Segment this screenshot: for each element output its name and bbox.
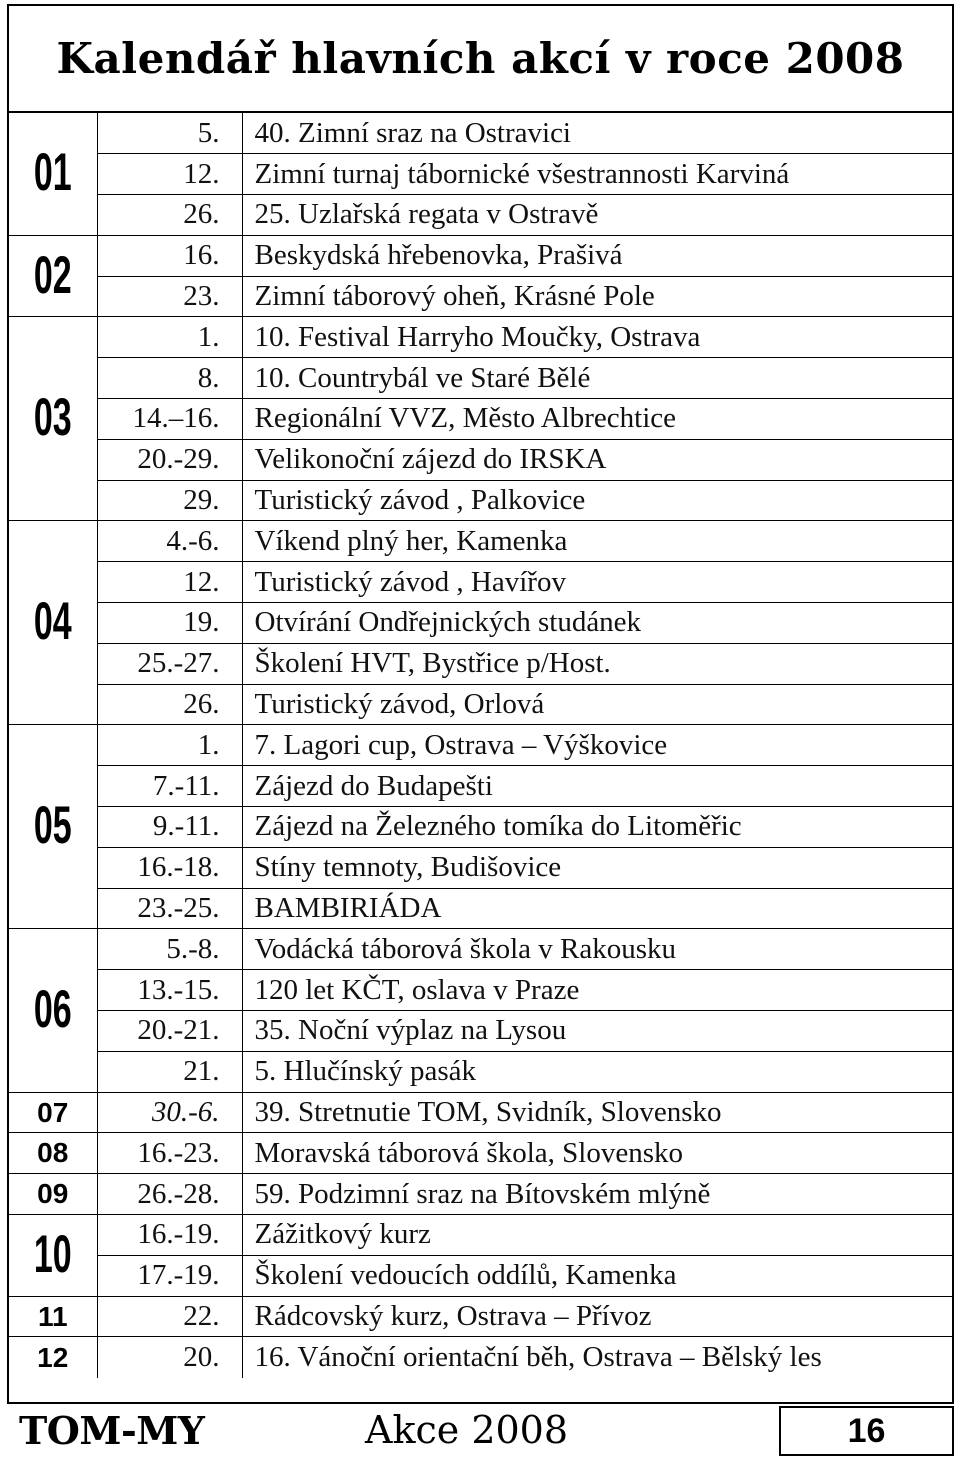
event-name: Zájezd do Budapešti <box>242 766 952 807</box>
event-date: 7.-11. <box>97 766 242 807</box>
event-name: 10. Countrybál ve Staré Bělé <box>242 358 952 399</box>
month-label <box>9 1215 97 1297</box>
event-date: 16.-23. <box>97 1133 242 1174</box>
event-name: 40. Zimní sraz na Ostravici <box>242 113 952 154</box>
event-row <box>9 1337 952 1378</box>
event-name: Zážitkový kurz <box>242 1215 952 1256</box>
event-row <box>9 235 952 276</box>
month-label <box>9 235 97 317</box>
event-name: Zimní táborový oheň, Krásné Pole <box>242 276 952 317</box>
footer-title: Akce 2008 <box>365 1408 569 1452</box>
event-row <box>9 929 952 970</box>
event-date: 26.-28. <box>97 1174 242 1215</box>
month-number: 02 <box>33 245 72 305</box>
month-label <box>9 929 97 1092</box>
event-date: 1. <box>97 317 242 358</box>
page-footer <box>7 1406 954 1456</box>
event-date: 5. <box>97 113 242 154</box>
event-date: 20.-21. <box>97 1011 242 1052</box>
event-row <box>9 1092 952 1133</box>
month-label <box>9 1174 97 1215</box>
event-date: 26. <box>97 684 242 725</box>
event-date: 23.-25. <box>97 888 242 929</box>
event-row <box>9 1011 952 1052</box>
event-name: Stíny temnoty, Budišovice <box>242 847 952 888</box>
month-label <box>9 1092 97 1133</box>
event-name: 35. Noční výplaz na Lysou <box>242 1011 952 1052</box>
event-name: Regionální VVZ, Město Albrechtice <box>242 399 952 440</box>
footer-brand: TOM-MY <box>19 1408 205 1453</box>
event-name: 7. Lagori cup, Ostrava – Výškovice <box>242 725 952 766</box>
event-row <box>9 358 952 399</box>
event-name: Školení vedoucích oddílů, Kamenka <box>242 1255 952 1296</box>
event-name: Otvírání Ondřejnických studánek <box>242 603 952 644</box>
month-number: 06 <box>33 980 72 1040</box>
events-table-body <box>9 113 952 1378</box>
event-row <box>9 1051 952 1092</box>
page-number: 16 <box>779 1406 954 1456</box>
event-date: 14.–16. <box>97 399 242 440</box>
page-title: Kalendář hlavních akcí v roce 2008 <box>9 6 952 113</box>
event-date: 16. <box>97 235 242 276</box>
event-date: 20. <box>97 1337 242 1378</box>
month-number: 12 <box>37 1341 69 1373</box>
event-name: Rádcovský kurz, Ostrava – Přívoz <box>242 1296 952 1337</box>
month-number: 01 <box>33 143 72 203</box>
event-date: 25.-27. <box>97 643 242 684</box>
month-label <box>9 1337 97 1378</box>
event-name: 10. Festival Harryho Moučky, Ostrava <box>242 317 952 358</box>
month-number: 03 <box>33 388 72 448</box>
event-row <box>9 1215 952 1256</box>
event-name: Turistický závod , Palkovice <box>242 480 952 521</box>
event-row <box>9 521 952 562</box>
event-row <box>9 888 952 929</box>
event-name: 120 let KČT, oslava v Praze <box>242 970 952 1011</box>
event-row <box>9 439 952 480</box>
event-name: 16. Vánoční orientační běh, Ostrava – Bělský les <box>242 1337 952 1378</box>
event-date: 5.-8. <box>97 929 242 970</box>
event-name: Turistický závod , Havířov <box>242 562 952 603</box>
event-row <box>9 807 952 848</box>
event-date: 16.-19. <box>97 1215 242 1256</box>
events-table <box>9 113 952 1378</box>
event-row <box>9 317 952 358</box>
event-row <box>9 1255 952 1296</box>
event-name: Beskydská hřebenovka, Prašivá <box>242 235 952 276</box>
event-name: Víkend plný her, Kamenka <box>242 521 952 562</box>
event-date: 26. <box>97 195 242 236</box>
event-row <box>9 480 952 521</box>
month-label <box>9 113 97 235</box>
event-date: 17.-19. <box>97 1255 242 1296</box>
event-row <box>9 113 952 154</box>
month-number: 04 <box>33 592 72 652</box>
event-date: 22. <box>97 1296 242 1337</box>
event-row <box>9 1174 952 1215</box>
event-name: Velikonoční zájezd do IRSKA <box>242 439 952 480</box>
month-number: 11 <box>37 1300 68 1332</box>
event-row <box>9 399 952 440</box>
event-row <box>9 684 952 725</box>
event-name: BAMBIRIÁDA <box>242 888 952 929</box>
event-date: 9.-11. <box>97 807 242 848</box>
event-row <box>9 276 952 317</box>
month-label <box>9 725 97 929</box>
event-date: 19. <box>97 603 242 644</box>
month-number: 05 <box>33 796 72 856</box>
event-date: 1. <box>97 725 242 766</box>
event-row <box>9 725 952 766</box>
event-row <box>9 562 952 603</box>
month-label <box>9 317 97 521</box>
event-date: 12. <box>97 562 242 603</box>
month-label <box>9 1296 97 1337</box>
event-date: 8. <box>97 358 242 399</box>
event-date: 4.-6. <box>97 521 242 562</box>
event-name: 25. Uzlařská regata v Ostravě <box>242 195 952 236</box>
event-date: 23. <box>97 276 242 317</box>
event-date: 20.-29. <box>97 439 242 480</box>
event-row <box>9 643 952 684</box>
event-name: Moravská táborová škola, Slovensko <box>242 1133 952 1174</box>
calendar-page <box>7 4 954 1404</box>
month-label <box>9 521 97 725</box>
event-name: Zájezd na Železného tomíka do Litoměřic <box>242 807 952 848</box>
event-row <box>9 1296 952 1337</box>
event-date: 16.-18. <box>97 847 242 888</box>
event-date: 21. <box>97 1051 242 1092</box>
event-name: Turistický závod, Orlová <box>242 684 952 725</box>
event-name: Vodácká táborová škola v Rakousku <box>242 929 952 970</box>
month-number: 09 <box>37 1178 69 1210</box>
event-row <box>9 603 952 644</box>
event-date: 12. <box>97 154 242 195</box>
month-label <box>9 1133 97 1174</box>
event-date: 13.-15. <box>97 970 242 1011</box>
event-name: Zimní turnaj tábornické všestrannosti Karviná <box>242 154 952 195</box>
event-row <box>9 766 952 807</box>
event-date: 29. <box>97 480 242 521</box>
event-row <box>9 847 952 888</box>
event-name: 59. Podzimní sraz na Bítovském mlýně <box>242 1174 952 1215</box>
event-date: 30.-6. <box>97 1092 242 1133</box>
event-name: Školení HVT, Bystřice p/Host. <box>242 643 952 684</box>
month-number: 07 <box>37 1096 69 1128</box>
event-row <box>9 195 952 236</box>
event-row <box>9 970 952 1011</box>
event-row <box>9 1133 952 1174</box>
month-number: 08 <box>37 1137 69 1169</box>
event-name: 39. Stretnutie TOM, Svidník, Slovensko <box>242 1092 952 1133</box>
event-name: 5. Hlučínský pasák <box>242 1051 952 1092</box>
month-number: 10 <box>33 1225 72 1284</box>
event-row <box>9 154 952 195</box>
